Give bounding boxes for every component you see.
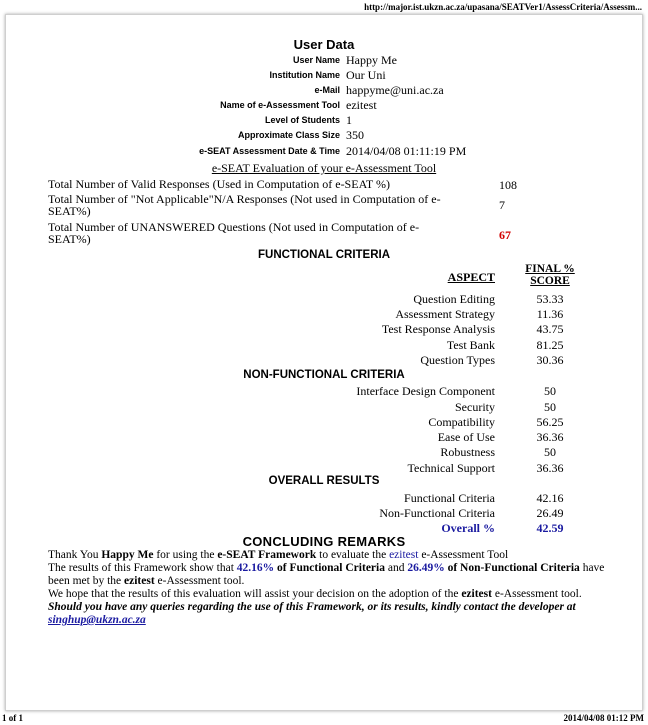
criteria-score: 53.33 xyxy=(536,292,564,306)
queries-paragraph: Should you have any queries regarding the use of this Framework, or its results, kindly contact the developer at singhup@ukzn.ac.za xyxy=(48,601,576,626)
user-data-row xyxy=(0,113,648,128)
criteria-score: 50 xyxy=(544,445,556,459)
criteria-label: Technical Support xyxy=(407,461,495,475)
criteria-row xyxy=(0,491,648,506)
criteria-row xyxy=(0,445,648,460)
criteria-label: Non-Functional Criteria xyxy=(379,506,495,520)
assessment-datetime-label: e-SEAT Assessment Date & Time xyxy=(199,146,340,156)
criteria-score: 36.36 xyxy=(536,461,564,475)
criteria-row xyxy=(0,430,648,445)
criteria-label: Compatibility xyxy=(428,415,495,429)
user-name-value: Happy Me xyxy=(346,53,397,67)
institution-name-value: Our Uni xyxy=(346,68,386,82)
criteria-row xyxy=(0,322,648,337)
student-level-value: 1 xyxy=(346,113,352,127)
user-data-row xyxy=(0,83,648,98)
criteria-label: Test Response Analysis xyxy=(381,322,495,336)
criteria-row xyxy=(0,384,648,399)
email-label: e-Mail xyxy=(314,85,340,95)
criteria-label: Security xyxy=(455,400,495,414)
criteria-score: 43.75 xyxy=(536,322,564,336)
thank-you-line: Thank You Happy Me for using the e-SEAT Framework to evaluate the ezitest e-Assessment Tool xyxy=(48,549,509,561)
criteria-row xyxy=(0,415,648,430)
criteria-score: 81.25 xyxy=(536,338,564,352)
print-datetime: 2014/04/08 01:12 PM xyxy=(563,713,644,723)
criteria-score: 56.25 xyxy=(536,415,564,429)
overall-percent-label: Overall % xyxy=(441,521,495,535)
criteria-score: 30.36 xyxy=(536,353,564,367)
na-responses-label: Total Number of "Not Applicable"N/A Responses (Not used in Computation of e-SEAT%) xyxy=(48,192,441,218)
criteria-label: Interface Design Component xyxy=(356,384,495,398)
tool-name-label: Name of e-Assessment Tool xyxy=(220,100,340,110)
criteria-row xyxy=(0,353,648,368)
user-name-label: User Name xyxy=(292,55,340,65)
page-counter: 1 of 1 xyxy=(2,713,23,723)
url-header: http://major.ist.ukzn.ac.za/upasana/SEATVer1/AssessCriteria/Assessm... xyxy=(364,2,642,12)
overall-percent-value: 42.59 xyxy=(536,521,564,535)
criteria-score: 26.49 xyxy=(536,506,564,520)
na-responses-value: 7 xyxy=(499,198,505,212)
user-data-row xyxy=(0,53,648,68)
criteria-label: Question Editing xyxy=(413,292,495,306)
overall-results-title: OVERALL RESULTS xyxy=(268,475,380,487)
unanswered-label: Total Number of UNANSWERED Questions (Not used in Computation of e-SEAT%) xyxy=(48,220,420,246)
hope-paragraph: We hope that the results of this evaluation will assist your decision on the adoption of the ezitest e-Assessment tool. xyxy=(48,588,582,600)
evaluation-title: e-SEAT Evaluation of your e-Assessment Tool xyxy=(211,161,437,175)
class-size-label: Approximate Class Size xyxy=(237,130,340,140)
user-data-row xyxy=(0,144,648,159)
criteria-label: Functional Criteria xyxy=(404,491,495,505)
criteria-label: Ease of Use xyxy=(437,430,495,444)
criteria-row xyxy=(0,461,648,476)
criteria-row xyxy=(0,307,648,322)
concluding-remarks-title: CONCLUDING REMARKS xyxy=(242,534,406,549)
criteria-score: 36.36 xyxy=(536,430,564,444)
non-functional-criteria-title: NON-FUNCTIONAL CRITERIA xyxy=(243,369,405,381)
email-value: happyme@uni.ac.za xyxy=(346,83,444,97)
user-data-title: User Data xyxy=(293,37,355,52)
valid-responses-value: 108 xyxy=(499,178,517,192)
criteria-label: Question Types xyxy=(420,353,495,367)
criteria-label: Test Bank xyxy=(446,338,495,352)
criteria-score: 50 xyxy=(544,384,556,398)
user-data-row xyxy=(0,128,648,143)
criteria-label: Robustness xyxy=(440,445,495,459)
criteria-label: Assessment Strategy xyxy=(395,307,495,321)
developer-email-link[interactable]: singhup@ukzn.ac.za xyxy=(48,614,146,626)
criteria-score: 11.36 xyxy=(536,307,564,321)
aspect-header: ASPECT xyxy=(447,270,495,284)
unanswered-value: 67 xyxy=(499,228,511,242)
criteria-row xyxy=(0,292,648,307)
student-level-label: Level of Students xyxy=(264,115,340,125)
institution-name-label: Institution Name xyxy=(269,70,340,80)
concluding-remarks-body xyxy=(48,549,613,627)
criteria-row xyxy=(0,506,648,521)
criteria-score: 42.16 xyxy=(536,491,564,505)
criteria-score: 50 xyxy=(544,400,556,414)
results-paragraph: The results of this Framework show that 42.16% of Functional Criteria and 26.49% of Non-Functional Criteria have been met by the ezitest e-Assessment tool. xyxy=(48,562,605,587)
user-data-row xyxy=(0,98,648,113)
criteria-row xyxy=(0,400,648,415)
functional-criteria-title: FUNCTIONAL CRITERIA xyxy=(257,249,391,261)
class-size-value: 350 xyxy=(346,128,364,142)
assessment-datetime-value: 2014/04/08 01:11:19 PM xyxy=(346,144,467,158)
criteria-row xyxy=(0,338,648,353)
user-data-row xyxy=(0,68,648,83)
final-score-header: FINAL % SCORE xyxy=(525,263,575,287)
valid-responses-label: Total Number of Valid Responses (Used in Computation of e-SEAT %) xyxy=(48,177,391,191)
tool-name-value: ezitest xyxy=(346,98,377,112)
